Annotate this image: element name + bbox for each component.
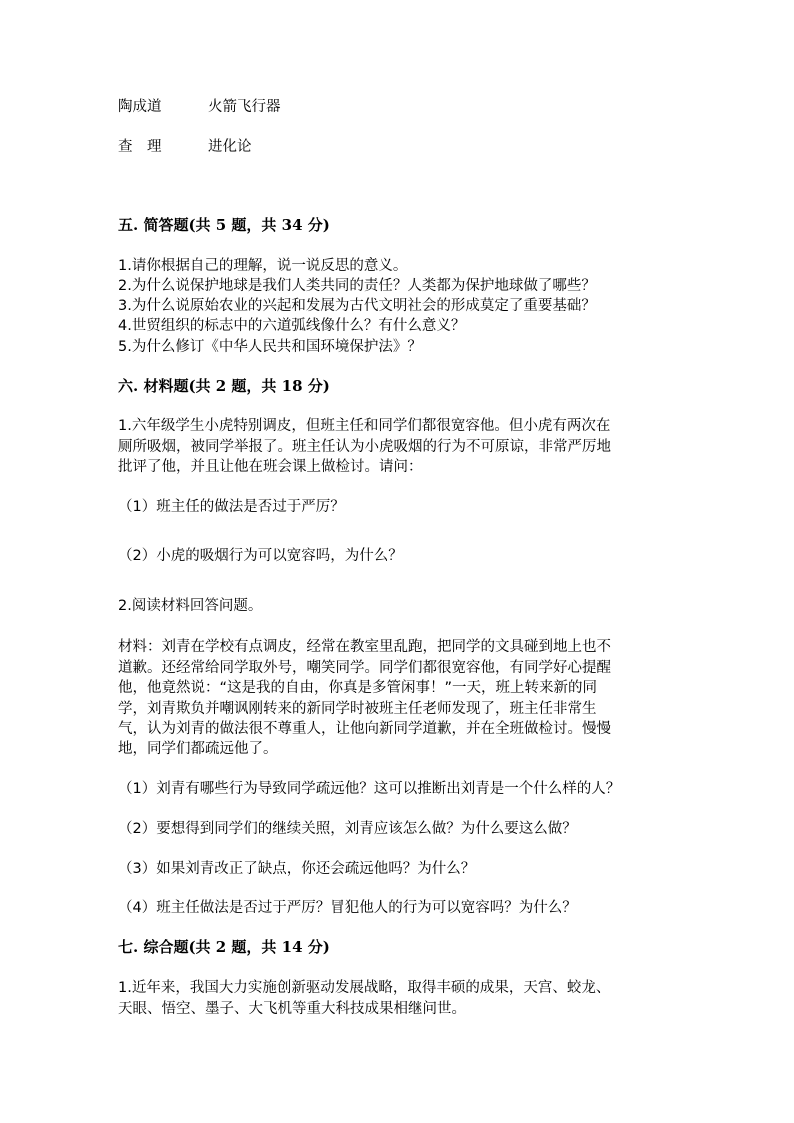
material-text: 他，他竟然说：“这是我的自由，你真是多管闲事！”一天，班上转来新的同: [118, 680, 598, 696]
question-text: 1.请你根据自己的理解，说一说反思的意义。: [118, 258, 408, 274]
question-text: 1.近年来，我国大力实施创新驱动发展战略，取得丰硕的成果，天宫、蛟龙、: [118, 980, 611, 996]
question-text: 3.为什么说原始农业的兴起和发展为古代文明社会的形成莫定了重要基础？: [118, 298, 596, 314]
matching-left: 陶成道: [118, 99, 162, 115]
matching-row: [118, 137, 252, 157]
question-text: 1.六年级学生小虎特别调皮，但班主任和同学们都很宽容他。但小虎有两次在: [118, 418, 611, 434]
matching-row: [118, 97, 281, 117]
material-text: 道歉。还经常给同学取外号，嘲笑同学。同学们都很宽容他，有同学好心提醒: [118, 660, 611, 676]
question-text: 5.为什么修订《中华人民共和国环境保护法》？: [118, 339, 422, 355]
sub-question: （2）要想得到同学们的继续关照，刘青应该怎么做？为什么要这么做？: [118, 821, 577, 837]
section-heading: 六. 材料题(共 2 题，共 18 分): [118, 377, 330, 395]
sub-question: （2）小虎的吸烟行为可以宽容吗，为什么？: [118, 548, 403, 564]
material-text: 气，认为刘青的做法很不尊重人，让他向新同学道歉，并在全班做检讨。慢慢: [118, 721, 611, 737]
sub-question: （3）如果刘青改正了缺点，你还会疏远他吗？为什么？: [118, 861, 476, 877]
question-text: 4.世贸组织的标志中的六道弧线像什么？有什么意义？: [118, 318, 466, 334]
section-heading: 五. 简答题(共 5 题，共 34 分): [118, 216, 330, 234]
material-text: 地，同学们都疏远他了。: [118, 741, 278, 757]
sub-question: （4）班主任做法是否过于严厉？冒犯他人的行为可以宽容吗？为什么？: [118, 900, 577, 916]
question-text: 厕所吸烟，被同学举报了。班主任认为小虎吸烟的行为不可原谅，非常严厉地: [118, 439, 611, 455]
material-text: 材料：刘青在学校有点调皮，经常在教室里乱跑，把同学的文具碰到地上也不: [118, 639, 611, 655]
question-text: 2.阅读材料回答问题。: [118, 598, 263, 614]
question-text: 2.为什么说保护地球是我们人类共同的责任？人类都为保护地球做了哪些？: [118, 278, 596, 294]
question-text: 批评了他，并且让他在班会课上做检讨。请问：: [118, 459, 423, 475]
question-text: 天眼、悟空、墨子、大飞机等重大科技成果相继问世。: [118, 1001, 466, 1017]
matching-right: 进化论: [208, 139, 252, 155]
sub-question: （1）班主任的做法是否过于严厉？: [118, 499, 345, 515]
matching-right: 火箭飞行器: [208, 99, 281, 115]
matching-left: 查 理: [118, 139, 162, 155]
material-text: 学，刘青欺负并嘲讽刚转来的新同学时被班主任老师发现了，班主任非常生: [118, 701, 597, 717]
sub-question: （1）刘青有哪些行为导致同学疏远他？这可以推断出刘青是一个什么样的人？: [118, 781, 621, 797]
section-heading: 七. 综合题(共 2 题，共 14 分): [118, 938, 330, 956]
